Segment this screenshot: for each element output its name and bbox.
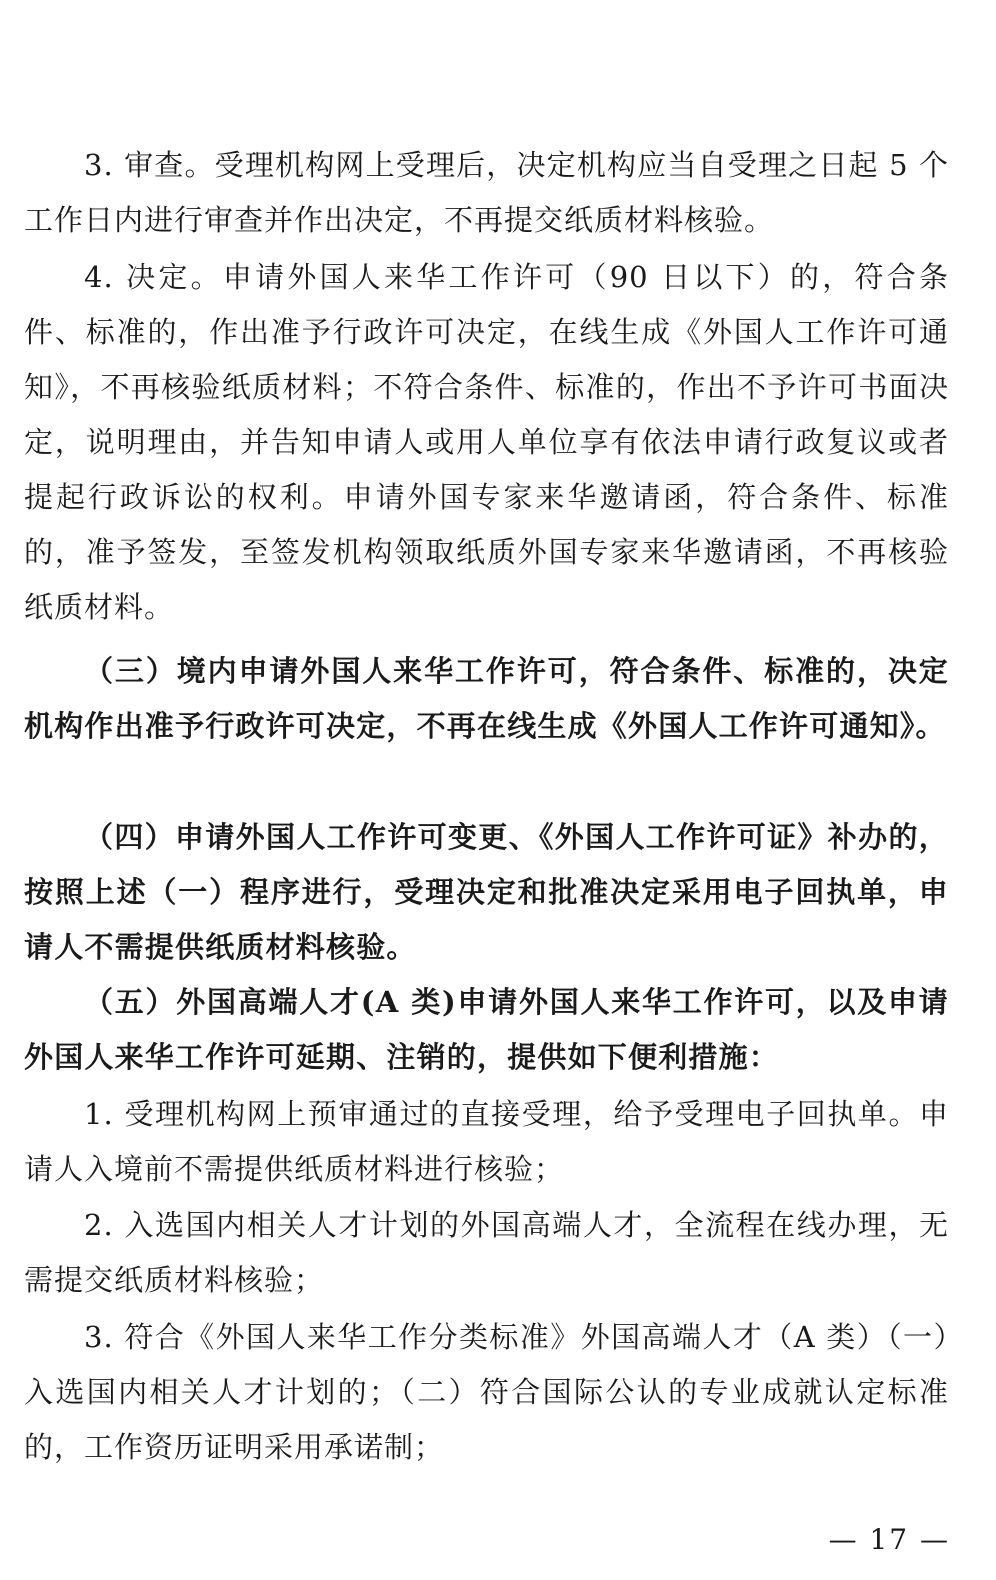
paragraph-measure-one: 1. 受理机构网上预审通过的直接受理，给予受理电子回执单。申请人入境前不需提供纸质材料进行核验； (24, 1097, 949, 1186)
paragraph-measure-two: 2. 入选国内相关人才计划的外国高端人才，全流程在线办理，无需提交纸质材料核验； (24, 1208, 949, 1297)
paragraph-decision: 4. 决定。申请外国人来华工作许可（90 日以下）的，符合条件、标准的，作出准予行政许可决定，在线生成《外国人工作许可通知》，不再核验纸质材料；不符合条件、标准的，作出不予许可书面决定，说明理由，并告知申请人或用人单位享有依法申请行政复议或者提起行政诉讼的权利。申请外国专家来华邀请函，符合条件、标准的，准予签发，至签发机构领取纸质外国专家来华邀请函，不再核验纸质材料。 (24, 260, 949, 624)
paragraph-section-five: （五）外国高端人才(A 类)申请外国人来华工作许可，以及申请外国人来华工作许可延期、注销的，提供如下便利措施： (24, 985, 949, 1074)
paragraph-review: 3. 审查。受理机构网上受理后，决定机构应当自受理之日起 5 个工作日内进行审查并作出决定，不再提交纸质材料核验。 (24, 148, 949, 237)
paragraph-measure-three: 3. 符合《外国人来华工作分类标准》外国高端人才（A 类）（一）入选国内相关人才计划的；（二）符合国际公认的专业成就认定标准的，工作资历证明采用承诺制； (24, 1320, 949, 1464)
paragraph-section-four: （四）申请外国人工作许可变更、《外国人工作许可证》补办的，按照上述（一）程序进行，受理决定和批准决定采用电子回执单，申请人不需提供纸质材料核验。 (24, 820, 949, 964)
page-number: — 17 — (828, 1523, 950, 1556)
paragraph-section-three: （三）境内申请外国人来华工作许可，符合条件、标准的，决定机构作出准予行政许可决定，不再在线生成《外国人工作许可通知》。 (24, 654, 949, 743)
